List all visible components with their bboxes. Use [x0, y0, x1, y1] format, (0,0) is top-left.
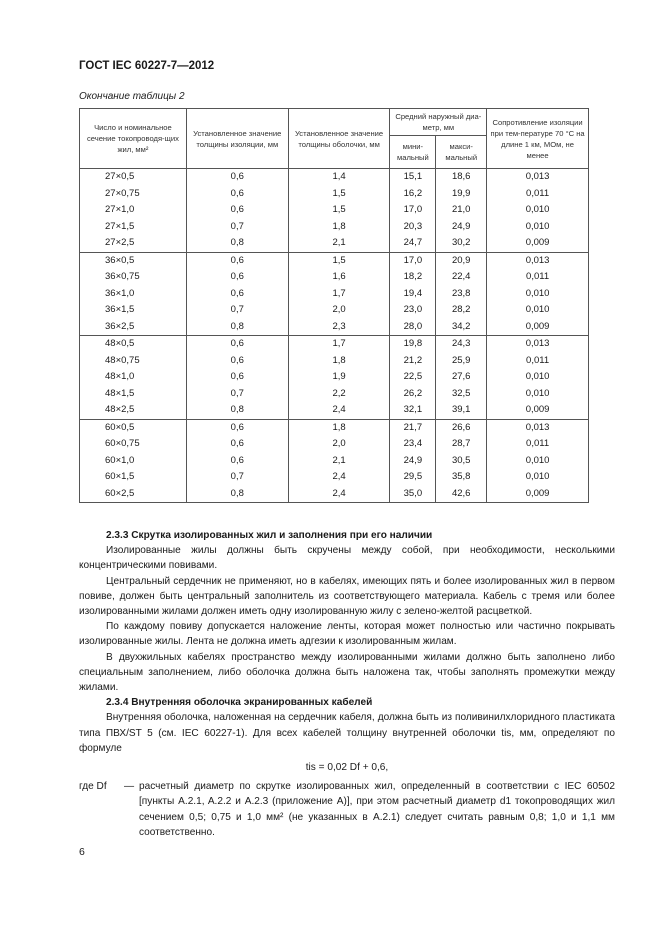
- table-cell: 1,7: [288, 336, 390, 353]
- paragraph: В двухжильных кабелях пространство между изолированными жилами должно быть заполнено либо специальным заполнением, либо оболочка должна быть наложена так, чтобы заполнять промежутки между жилами.: [79, 651, 615, 694]
- table-cell: 60×2,5: [80, 486, 187, 503]
- table-row: [80, 469, 589, 486]
- table-cell: 0,013: [487, 336, 589, 353]
- definition-dash: —: [123, 781, 135, 793]
- col-header-max: макси-мальный: [436, 136, 487, 169]
- table-cell: 2,4: [288, 469, 390, 486]
- spec-table: [79, 108, 589, 503]
- table-row: [80, 186, 589, 203]
- table-cell: 19,8: [390, 336, 436, 353]
- paragraph: Внутренняя оболочка, наложенная на сердечник кабеля, должна быть из поливинилхлоридного пластиката типа ПВХ/ST 5 (см. IEC 60227-1). Для всех кабелей толщину внутренней оболочки tis, мм, определяют по формуле: [79, 712, 615, 754]
- table-cell: 0,6: [186, 353, 288, 370]
- table-cell: 39,1: [436, 402, 487, 419]
- definition-text: расчетный диаметр по скрутке изолированных жил, определенный в соответствии с IEC 60502 [пункты A.2.1, A.2.2 и A.2.3 (приложение A)], при этом расчетный диаметр d1 токопроводящих жил сечением 0,5; 0,75 и 1,0 мм² (не указанных в A.2.1) следует считать равным 0,8; 1,0 и 1,1 мм соответственно.: [139, 781, 615, 838]
- table-cell: 29,5: [390, 469, 436, 486]
- table-row: [80, 235, 589, 252]
- table-cell: 0,6: [186, 419, 288, 436]
- definition-term: где Df: [79, 781, 107, 793]
- table-cell: 30,2: [436, 235, 487, 252]
- table-cell: 25,9: [436, 353, 487, 370]
- table-cell: 16,2: [390, 186, 436, 203]
- table-cell: 0,7: [186, 219, 288, 236]
- table-cell: 27×1,5: [80, 219, 187, 236]
- table-cell: 32,5: [436, 386, 487, 403]
- table-cell: 21,7: [390, 419, 436, 436]
- col-header-diameter: Средний наружный диа-метр, мм: [390, 109, 487, 136]
- table-cell: 0,7: [186, 302, 288, 319]
- table-cell: 60×1,5: [80, 469, 187, 486]
- col-header-conductors: Число и номинальное сечение токопроводя-щих жил, мм²: [80, 109, 187, 169]
- table-cell: 18,2: [390, 269, 436, 286]
- table-cell: 28,0: [390, 319, 436, 336]
- table-cell: 0,010: [487, 369, 589, 386]
- table-cell: 0,010: [487, 453, 589, 470]
- table-cell: 36×0,75: [80, 269, 187, 286]
- table-row: [80, 269, 589, 286]
- table-row: [80, 419, 589, 436]
- table-caption: Окончание таблицы 2: [79, 91, 185, 102]
- table-cell: 0,6: [186, 186, 288, 203]
- table-row: [80, 336, 589, 353]
- table-cell: 28,2: [436, 302, 487, 319]
- table-cell: 0,7: [186, 386, 288, 403]
- table-cell: 28,7: [436, 436, 487, 453]
- table-cell: 26,2: [390, 386, 436, 403]
- table-cell: 0,010: [487, 302, 589, 319]
- table-cell: 1,5: [288, 186, 390, 203]
- table-cell: 23,0: [390, 302, 436, 319]
- table-cell: 2,4: [288, 486, 390, 503]
- table-cell: 0,6: [186, 202, 288, 219]
- col-header-insulation: Установленное значение толщины изоляции, мм: [186, 109, 288, 169]
- table-cell: 36×0,5: [80, 252, 187, 269]
- table-cell: 20,9: [436, 252, 487, 269]
- table-cell: 0,6: [186, 269, 288, 286]
- table-row: [80, 302, 589, 319]
- table-cell: 22,5: [390, 369, 436, 386]
- table-cell: 60×0,5: [80, 419, 187, 436]
- table-cell: 1,9: [288, 369, 390, 386]
- table-row: [80, 436, 589, 453]
- table-cell: 2,1: [288, 453, 390, 470]
- table-cell: 26,6: [436, 419, 487, 436]
- table-cell: 1,7: [288, 286, 390, 303]
- table-cell: 15,1: [390, 169, 436, 186]
- table-cell: 23,8: [436, 286, 487, 303]
- table-cell: 0,7: [186, 469, 288, 486]
- table-cell: 0,6: [186, 453, 288, 470]
- table-cell: 42,6: [436, 486, 487, 503]
- table-cell: 0,011: [487, 269, 589, 286]
- table-row: [80, 486, 589, 503]
- table-cell: 0,010: [487, 469, 589, 486]
- table-cell: 27×2,5: [80, 235, 187, 252]
- table-cell: 1,8: [288, 419, 390, 436]
- table-cell: 0,011: [487, 186, 589, 203]
- table-row: [80, 319, 589, 336]
- table-cell: 20,3: [390, 219, 436, 236]
- table-cell: 0,009: [487, 235, 589, 252]
- table-cell: 0,010: [487, 286, 589, 303]
- table-cell: 0,8: [186, 402, 288, 419]
- table-cell: 35,0: [390, 486, 436, 503]
- table-cell: 24,9: [436, 219, 487, 236]
- table-row: [80, 219, 589, 236]
- table-cell: 30,5: [436, 453, 487, 470]
- table-cell: 22,4: [436, 269, 487, 286]
- table-cell: 36×2,5: [80, 319, 187, 336]
- table-cell: 2,0: [288, 302, 390, 319]
- table-row: [80, 402, 589, 419]
- section-heading-233: 2.3.3 Скрутка изолированных жил и заполнения при его наличии: [106, 530, 433, 541]
- table-cell: 0,6: [186, 169, 288, 186]
- table-cell: 60×0,75: [80, 436, 187, 453]
- table-cell: 23,4: [390, 436, 436, 453]
- table-cell: 1,8: [288, 219, 390, 236]
- table-cell: 0,6: [186, 286, 288, 303]
- table-row: [80, 353, 589, 370]
- table-cell: 0,6: [186, 336, 288, 353]
- col-header-sheath: Установленное значение толщины оболочки, мм: [288, 109, 390, 169]
- table-cell: 0,009: [487, 486, 589, 503]
- table-cell: 0,013: [487, 252, 589, 269]
- table-cell: 1,5: [288, 202, 390, 219]
- col-header-min: мини-мальный: [390, 136, 436, 169]
- table-row: [80, 386, 589, 403]
- table-cell: 2,1: [288, 235, 390, 252]
- table-cell: 0,6: [186, 252, 288, 269]
- table-cell: 1,5: [288, 252, 390, 269]
- table-cell: 48×2,5: [80, 402, 187, 419]
- table-cell: 48×1,5: [80, 386, 187, 403]
- table-cell: 0,013: [487, 169, 589, 186]
- table-cell: 18,6: [436, 169, 487, 186]
- table-cell: 1,6: [288, 269, 390, 286]
- table-cell: 2,0: [288, 436, 390, 453]
- table-cell: 0,011: [487, 436, 589, 453]
- table-cell: 0,010: [487, 386, 589, 403]
- table-cell: 2,4: [288, 402, 390, 419]
- table-cell: 19,9: [436, 186, 487, 203]
- table-cell: 0,013: [487, 419, 589, 436]
- table-cell: 1,8: [288, 353, 390, 370]
- table-cell: 60×1,0: [80, 453, 187, 470]
- table-cell: 34,2: [436, 319, 487, 336]
- table-cell: 27×0,5: [80, 169, 187, 186]
- definition: [79, 779, 615, 840]
- paragraph: Центральный сердечник не применяют, но в кабелях, имеющих пять и более изолированных жил в первом повиве, должен быть центральный заполнитель из соответствующего материала. Кабель с тремя или более изолированными жилами должен иметь одну изолированную жилу с зелено-желтой расцветкой.: [79, 575, 615, 618]
- table-cell: 24,9: [390, 453, 436, 470]
- table-cell: 0,8: [186, 235, 288, 252]
- table-cell: 24,7: [390, 235, 436, 252]
- table-cell: 0,011: [487, 353, 589, 370]
- table-row: [80, 202, 589, 219]
- table-cell: 48×0,75: [80, 353, 187, 370]
- table-cell: 0,009: [487, 402, 589, 419]
- paragraph: По каждому повиву допускается наложение ленты, которая может полностью или частично покрывать изолированные жилы. Лента не должна иметь адгезии к изолированным жилам.: [79, 621, 615, 648]
- table-row: [80, 286, 589, 303]
- table-cell: 35,8: [436, 469, 487, 486]
- body-text: [79, 528, 615, 840]
- table-row: [80, 169, 589, 186]
- document-header: ГОСТ IEC 60227-7—2012: [79, 60, 215, 72]
- page-number: 6: [79, 846, 85, 858]
- table-cell: 36×1,5: [80, 302, 187, 319]
- table-cell: 0,010: [487, 219, 589, 236]
- paragraph: Изолированные жилы должны быть скручены между собой, при необходимости, несколькими концентрическими повивами.: [79, 545, 615, 572]
- table-cell: 0,6: [186, 369, 288, 386]
- table-row: [80, 369, 589, 386]
- table-cell: 27×1,0: [80, 202, 187, 219]
- table-row: [80, 252, 589, 269]
- table-cell: 19,4: [390, 286, 436, 303]
- table-cell: 0,009: [487, 319, 589, 336]
- formula: tis = 0,02 Df + 0,6,: [305, 762, 389, 774]
- table-cell: 48×0,5: [80, 336, 187, 353]
- table-cell: 21,0: [436, 202, 487, 219]
- table-cell: 32,1: [390, 402, 436, 419]
- table-cell: 2,3: [288, 319, 390, 336]
- table-cell: 24,3: [436, 336, 487, 353]
- table-cell: 0,010: [487, 202, 589, 219]
- table-cell: 21,2: [390, 353, 436, 370]
- table-cell: 17,0: [390, 202, 436, 219]
- table-cell: 1,4: [288, 169, 390, 186]
- table-cell: 36×1,0: [80, 286, 187, 303]
- table-cell: 0,6: [186, 436, 288, 453]
- table-cell: 27,6: [436, 369, 487, 386]
- table-cell: 27×0,75: [80, 186, 187, 203]
- table-cell: 0,8: [186, 486, 288, 503]
- table-cell: 17,0: [390, 252, 436, 269]
- section-heading-234: 2.3.4 Внутренняя оболочка экранированных кабелей: [106, 697, 373, 709]
- col-header-resistance: Сопротивление изоляции при тем-пературе 70 °C на длине 1 км, МОм, не менее: [487, 109, 589, 169]
- spec-table-body: [80, 169, 589, 503]
- table-cell: 0,8: [186, 319, 288, 336]
- table-cell: 2,2: [288, 386, 390, 403]
- table-row: [80, 453, 589, 470]
- table-cell: 48×1,0: [80, 369, 187, 386]
